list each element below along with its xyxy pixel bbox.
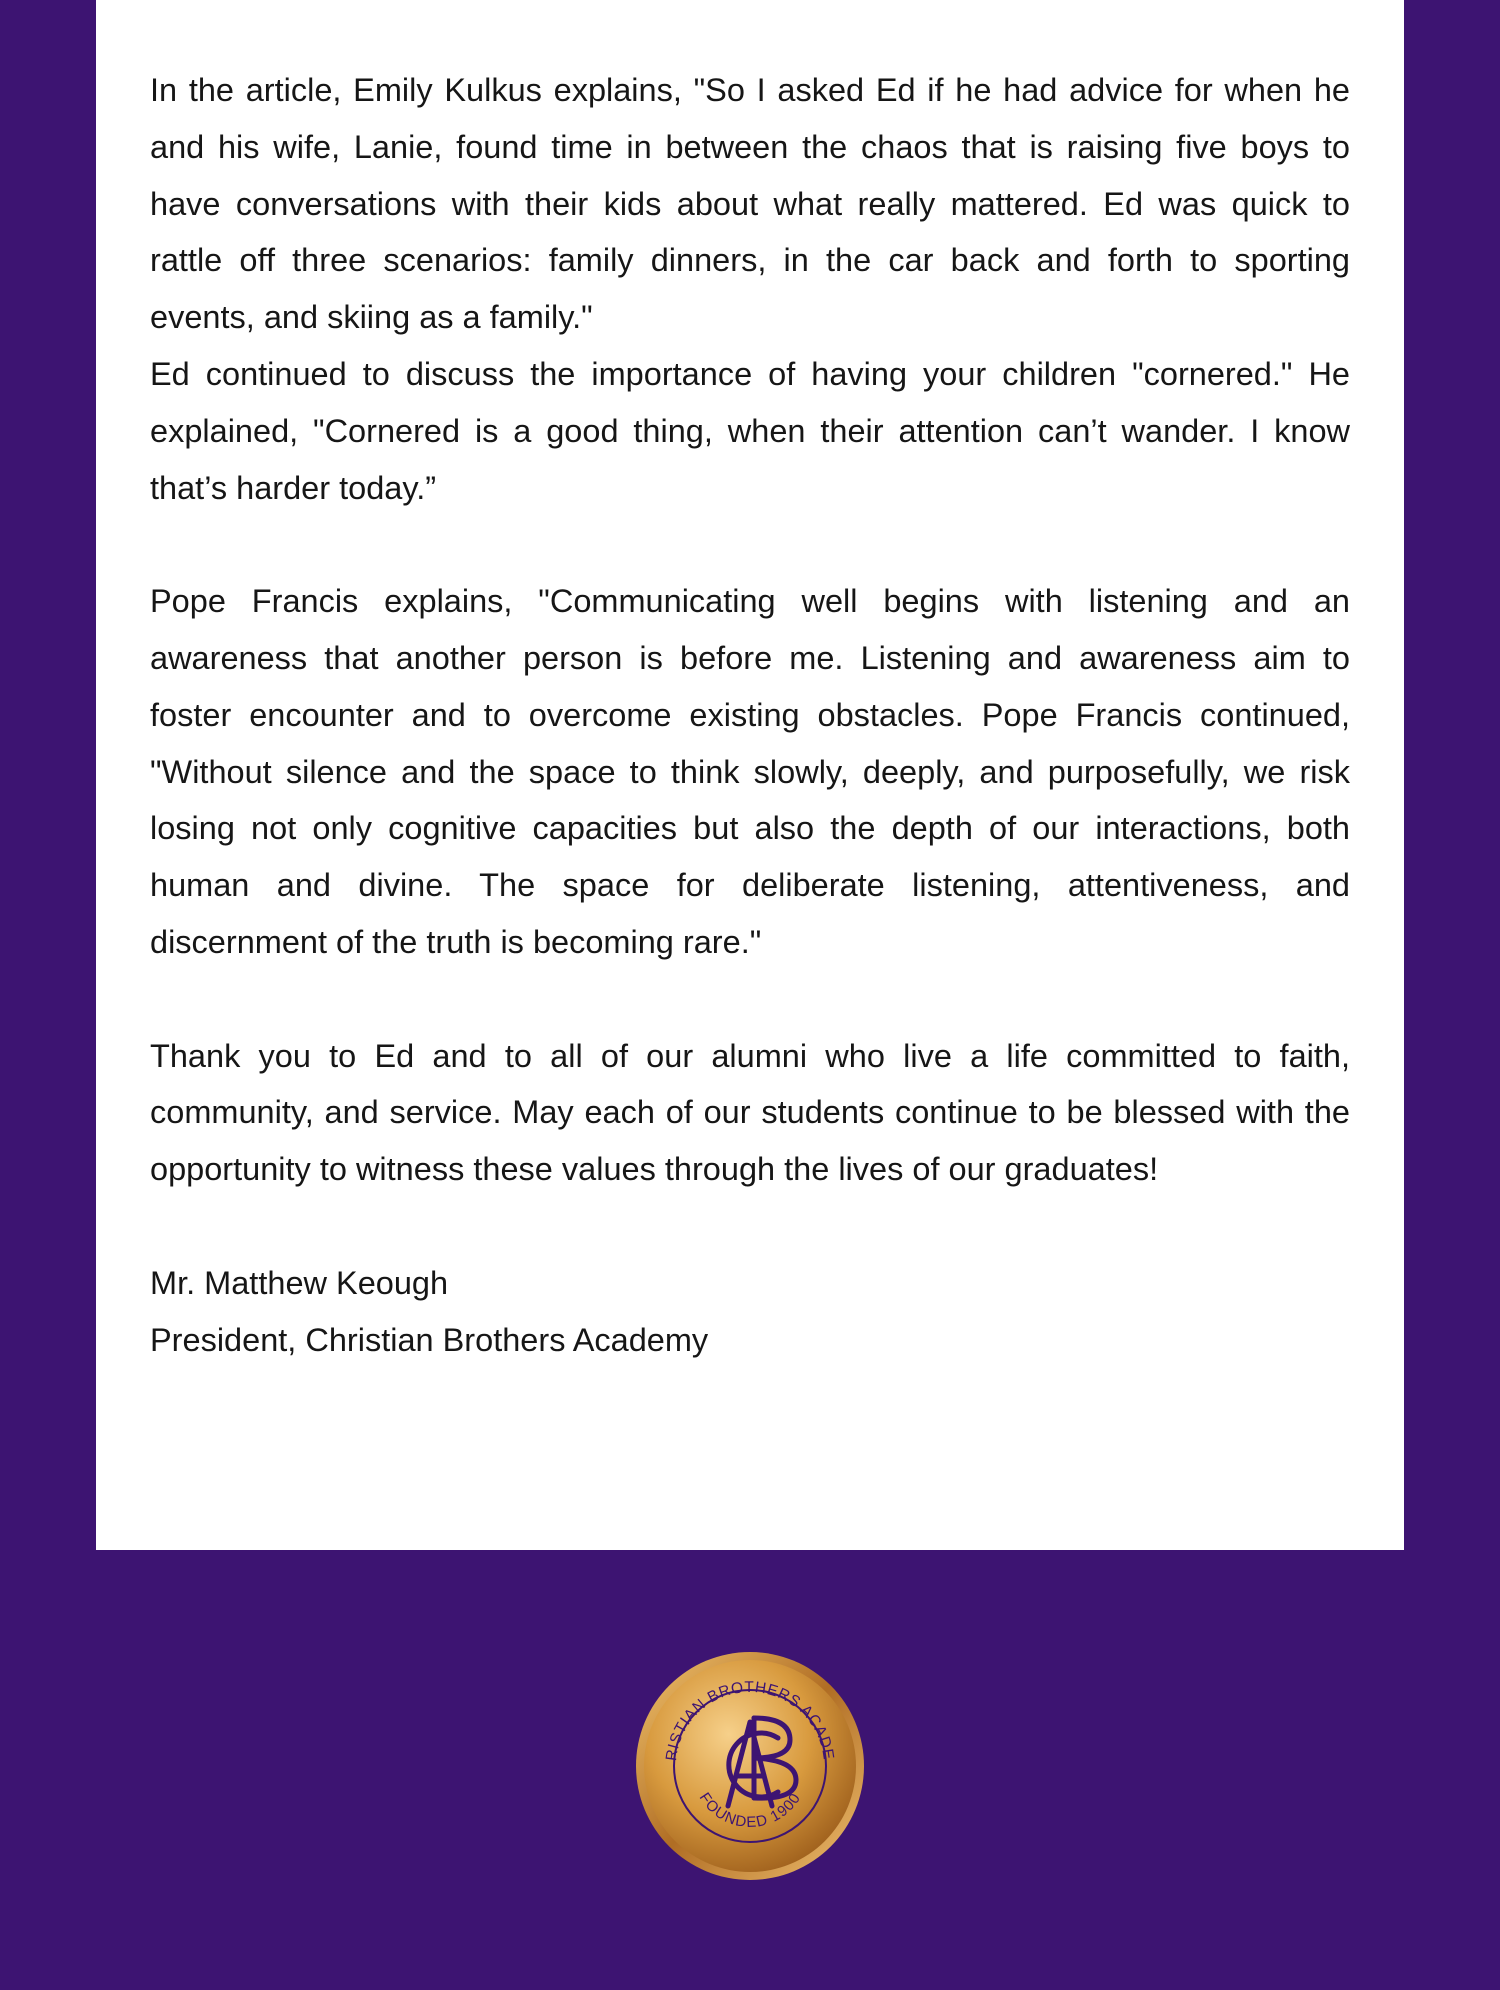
paragraph-thank-you: Thank you to Ed and to all of our alumni who live a life committed to faith, community, and service. May each of our students continue to be blessed with the opportunity to witness these values through the lives of our graduates! xyxy=(150,1037,1350,1188)
letter-card xyxy=(96,0,1404,1550)
paragraph-spacer xyxy=(150,1198,1350,1255)
paragraph-spacer xyxy=(150,516,1350,573)
seal-graphic xyxy=(632,1648,868,1884)
signature-title: President, Christian Brothers Academy xyxy=(150,1321,709,1358)
seal-founded-text: FOUNDED 1900 xyxy=(695,1789,805,1832)
paragraph-cornered: Ed continued to discuss the importance of having your children "cornered." He explained, "Cornered is a good thing, when their attention can’t wander. I know that’s harder today.” xyxy=(150,355,1350,506)
school-seal-logo xyxy=(632,1648,868,1884)
signature-name: Mr. Matthew Keough xyxy=(150,1264,449,1301)
paragraph-spacer xyxy=(150,971,1350,1028)
paragraph-pope-francis: Pope Francis explains, "Communicating well begins with listening and an awareness that another person is before me. Listening and awareness aim to foster encounter and to overcome existing obstacles. Pope Francis continued, "Without silence and the space to think slowly, deeply, and purposefully, we risk losing not only cognitive capacities but also the depth of our interactions, both human and divine. The space for deliberate listening, attentiveness, and discernment of the truth is becoming rare." xyxy=(150,583,1350,960)
paragraph-article-quote: In the article, Emily Kulkus explains, "So I asked Ed if he had advice for when he and his wife, Lanie, found time in between the chaos that is raising five boys to have conversations with their kids about what really mattered. Ed was quick to rattle off three scenarios: family dinners, in the car back and forth to sporting events, and skiing as a family." xyxy=(150,72,1350,336)
seal-ring-text: RISTIAN BROTHERS ACADE xyxy=(663,1678,837,1762)
